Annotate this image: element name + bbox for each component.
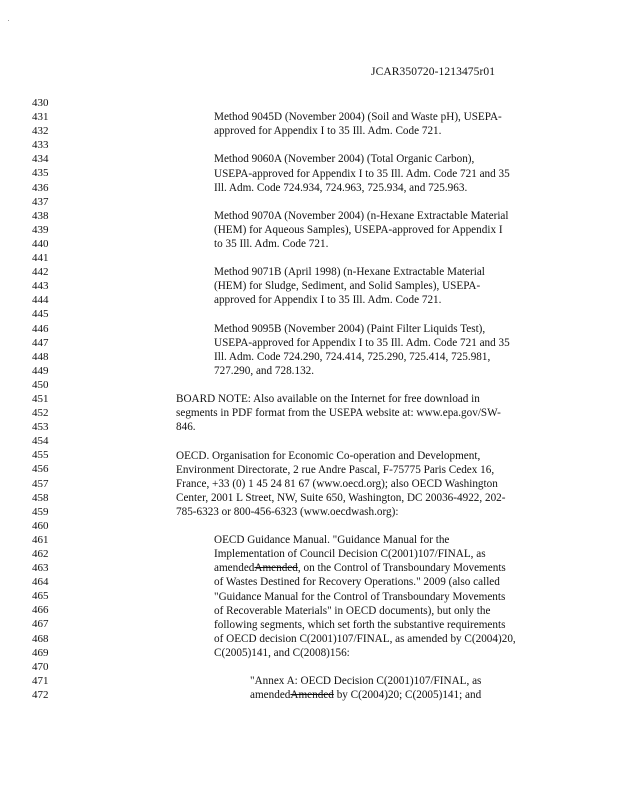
line-number: 442 [32, 266, 49, 279]
line-number: 469 [32, 646, 49, 659]
line-number: 432 [32, 125, 49, 138]
text-line [214, 590, 505, 604]
line-number: 464 [32, 576, 49, 589]
text-segment: approved for Appendix I to 35 Ill. Adm. Code 721. [214, 125, 442, 138]
line-number: 471 [32, 674, 49, 687]
line-number: 433 [32, 139, 49, 152]
line-number: 450 [32, 378, 49, 391]
line-number: 458 [32, 491, 49, 504]
text-segment: 785-6323 or 800-456-6323 (www.oecdwash.org): [176, 505, 399, 518]
line-number: 468 [32, 632, 49, 645]
text-segment: 727.290, and 728.132. [214, 364, 315, 377]
text-segment: Center, 2001 L Street, NW, Suite 650, Washington, DC 20036-4922, 202- [176, 491, 506, 504]
text-line [214, 632, 516, 646]
text-segment: Ill. Adm. Code 724.290, 724.414, 725.290, 725.414, 725.981, [214, 350, 491, 363]
text-line [214, 336, 510, 350]
line-number: 460 [32, 519, 49, 532]
text-segment: segments in PDF format from the USEPA website at: www.epa.gov/SW- [176, 407, 501, 420]
text-segment: amended [250, 689, 291, 702]
line-number: 456 [32, 463, 49, 476]
line-number: 454 [32, 435, 49, 448]
line-number: 431 [32, 111, 49, 124]
text-segment: of Recoverable Materials" in OECD documents), but only the [214, 604, 491, 617]
text-segment: (HEM) for Aqueous Samples), USEPA-approved for Appendix I [214, 223, 503, 236]
text-line [176, 505, 398, 519]
text-line [214, 110, 502, 124]
text-line [214, 167, 510, 181]
struck-text: Amended [290, 689, 334, 702]
line-number: 461 [32, 533, 49, 546]
line-number: 457 [32, 477, 49, 490]
line-number: 438 [32, 209, 49, 222]
line-number: 436 [32, 181, 49, 194]
text-segment: Method 9060A (November 2004) (Total Organic Carbon), [214, 153, 475, 166]
line-number: 444 [32, 294, 49, 307]
text-segment: 846. [176, 421, 196, 434]
text-segment: BOARD NOTE: Also available on the Internet for free download in [176, 393, 480, 406]
struck-text: Amended [254, 562, 298, 575]
text-line [214, 265, 485, 279]
line-number: 437 [32, 195, 49, 208]
text-line [176, 392, 480, 406]
line-number: 445 [32, 308, 49, 321]
text-segment: by C(2004)20; C(2005)141; and [333, 689, 482, 702]
text-line [176, 406, 501, 420]
text-line [214, 279, 480, 293]
line-number: 439 [32, 223, 49, 236]
text-line [214, 618, 505, 632]
text-line [214, 322, 485, 336]
text-line [214, 124, 441, 138]
text-line [214, 237, 328, 251]
text-segment: Ill. Adm. Code 724.934, 724.963, 725.934, and 725.963. [214, 181, 468, 194]
scan-speck [8, 20, 9, 21]
text-line [250, 688, 481, 702]
line-number: 453 [32, 421, 49, 434]
text-line [250, 674, 481, 688]
line-number: 452 [32, 407, 49, 420]
text-segment: "Annex A: OECD Decision C(2001)107/FINAL, as [250, 675, 482, 688]
text-line [176, 477, 498, 491]
line-number: 455 [32, 449, 49, 462]
line-number: 463 [32, 562, 49, 575]
text-line [176, 463, 494, 477]
text-line [176, 491, 505, 505]
line-number: 466 [32, 604, 49, 617]
text-line [214, 181, 467, 195]
text-segment: Implementation of Council Decision C(2001)107/FINAL, as [214, 548, 486, 561]
line-number: 446 [32, 322, 49, 335]
text-line [214, 209, 509, 223]
text-line [214, 547, 486, 561]
line-number: 435 [32, 167, 49, 180]
text-line [214, 223, 503, 237]
line-number: 459 [32, 505, 49, 518]
text-segment: USEPA-approved for Appendix I to 35 Ill. Adm. Code 721 and 35 [214, 336, 510, 349]
text-segment: Method 9070A (November 2004) (n-Hexane Extractable Material [214, 209, 509, 222]
text-line [214, 646, 350, 660]
text-segment: Method 9045D (November 2004) (Soil and Waste pH), USEPA- [214, 111, 502, 124]
text-segment: OECD Guidance Manual. "Guidance Manual for the [214, 534, 450, 547]
text-line [214, 533, 449, 547]
text-line [214, 152, 474, 166]
text-line [214, 364, 314, 378]
text-line [214, 575, 500, 589]
text-segment: of OECD decision C(2001)107/FINAL, as amended by C(2004)20, [214, 632, 516, 645]
text-line [214, 604, 490, 618]
text-segment: Method 9095B (November 2004) (Paint Filter Liquids Test), [214, 322, 486, 335]
line-number: 448 [32, 350, 49, 363]
text-segment: Environment Directorate, 2 rue Andre Pascal, F-75775 Paris Cedex 16, [176, 463, 495, 476]
line-number: 467 [32, 618, 49, 631]
text-line [176, 449, 480, 463]
line-number: 449 [32, 364, 49, 377]
document-id-header: JCAR350720-1213475r01 [371, 66, 496, 78]
text-segment: OECD. Organisation for Economic Co-operation and Development, [176, 449, 481, 462]
text-segment: USEPA-approved for Appendix I to 35 Ill. Adm. Code 721 and 35 [214, 167, 510, 180]
text-segment: of Wastes Destined for Recovery Operations." 2009 (also called [214, 576, 500, 589]
text-line [214, 561, 506, 575]
text-segment: Method 9071B (April 1998) (n-Hexane Extractable Material [214, 266, 485, 279]
line-number-column [32, 96, 62, 702]
text-segment: "Guidance Manual for the Control of Transboundary Movements [214, 590, 506, 603]
line-number: 441 [32, 252, 49, 265]
line-number: 472 [32, 688, 49, 701]
text-segment: (HEM) for Sludge, Sediment, and Solid Samples), USEPA- [214, 280, 481, 293]
text-segment: following segments, which set forth the substantive requirements [214, 618, 506, 631]
line-number: 451 [32, 392, 49, 405]
line-number: 430 [32, 97, 49, 109]
line-number: 447 [32, 336, 49, 349]
text-line [214, 293, 441, 307]
text-segment: amended [214, 562, 255, 575]
line-number: 470 [32, 660, 49, 673]
line-number: 443 [32, 280, 49, 293]
line-number: 440 [32, 237, 49, 250]
line-number: 434 [32, 153, 49, 166]
text-segment: , on the Control of Transboundary Movements [297, 562, 506, 575]
text-segment: approved for Appendix I to 35 Ill. Adm. Code 721. [214, 294, 442, 307]
text-line [176, 420, 196, 434]
text-segment: C(2005)141, and C(2008)156: [214, 646, 350, 659]
text-segment: France, +33 (0) 1 45 24 81 67 (www.oecd.org); also OECD Washington [176, 477, 498, 490]
line-number: 462 [32, 548, 49, 560]
line-number: 465 [32, 590, 49, 603]
text-segment: to 35 Ill. Adm. Code 721. [214, 238, 329, 250]
text-line [214, 350, 490, 364]
